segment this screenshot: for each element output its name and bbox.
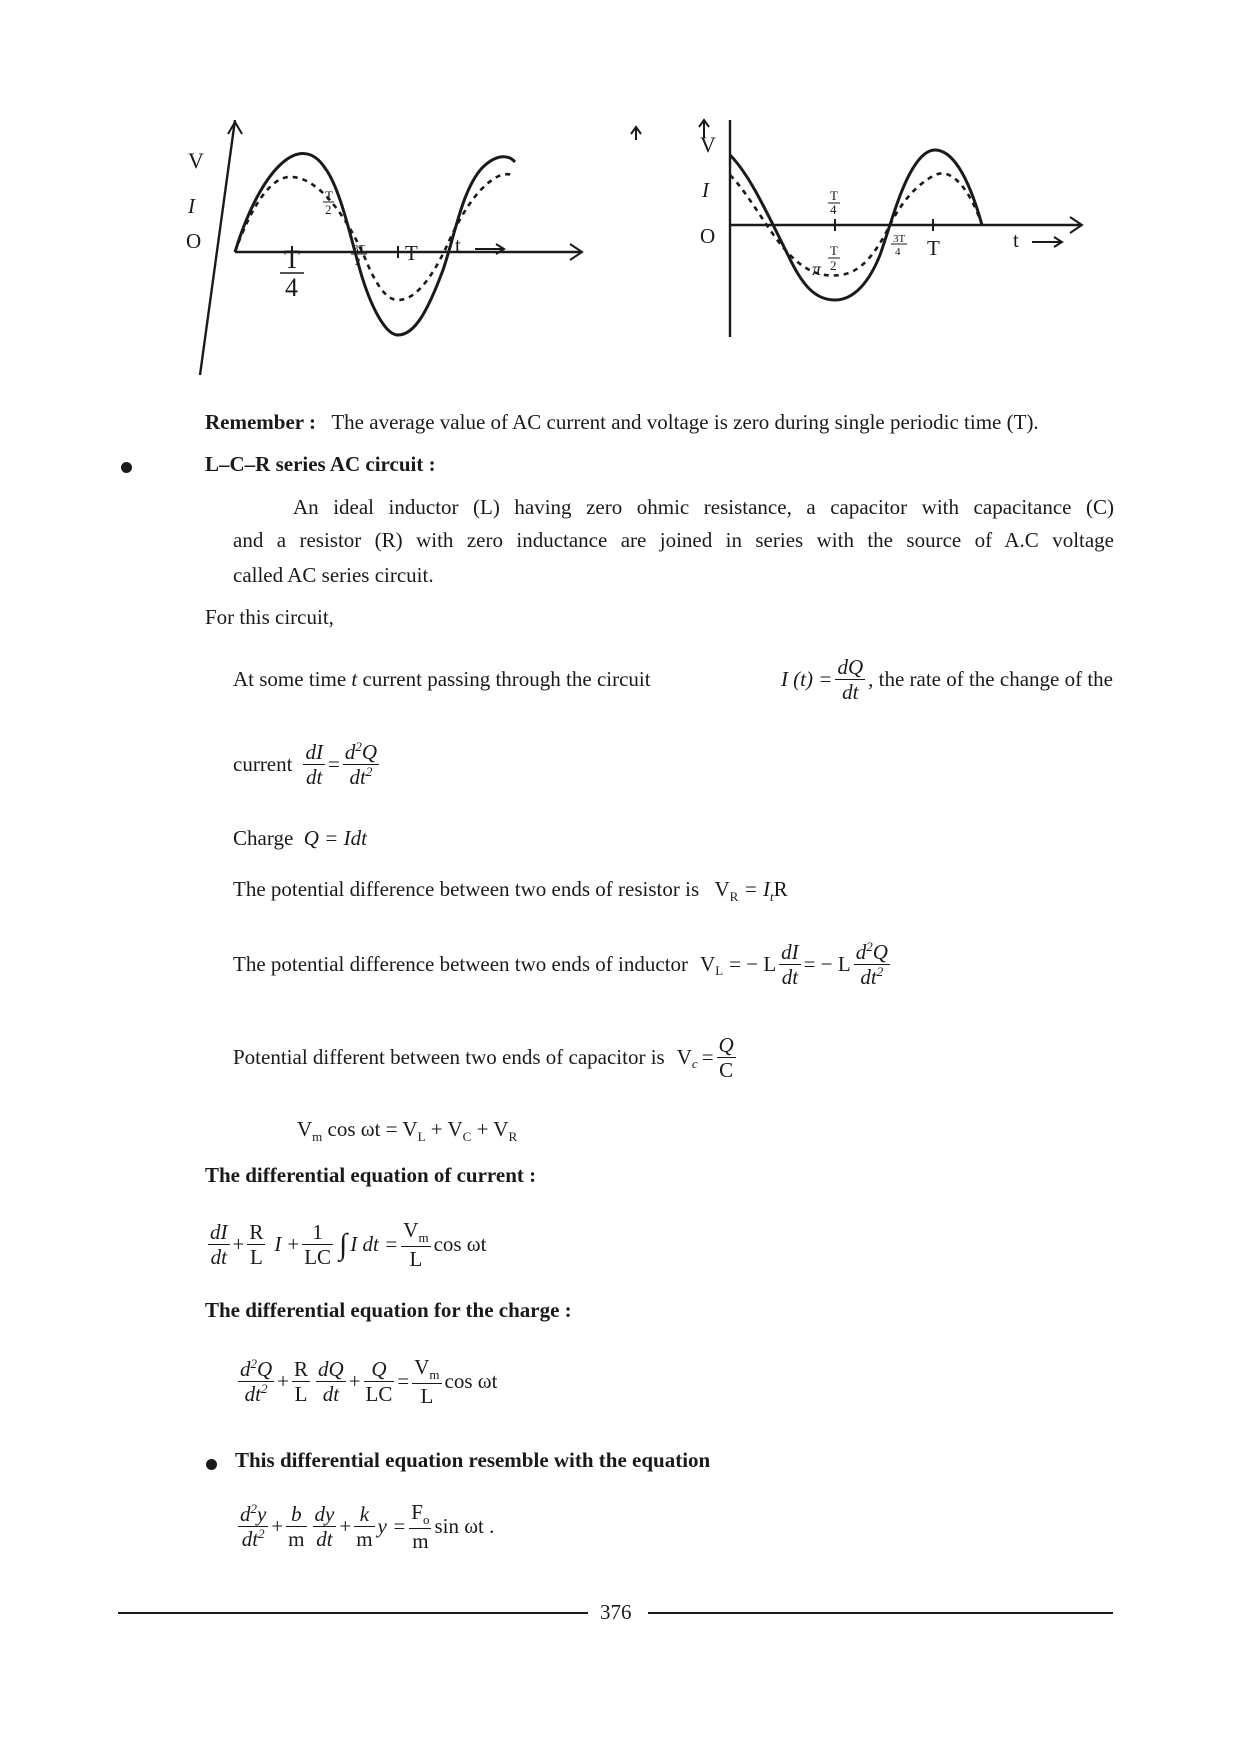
graph-right-i-label: I bbox=[702, 178, 709, 202]
graph-right-time-label: t bbox=[1013, 228, 1019, 252]
graph-left-t4-den: 4 bbox=[285, 273, 298, 302]
graph-left-v-label: V bbox=[188, 148, 204, 173]
eq-inductor-frac2: $\frac{d^2Q}{dt^2}$ bbox=[855, 939, 888, 990]
graph-right-v-arrow bbox=[696, 118, 712, 140]
diff-current-heading: The differential equation of current : bbox=[205, 1163, 537, 1187]
lcr-heading: L–C–R series AC circuit : bbox=[205, 452, 436, 476]
eq-charge-line bbox=[233, 826, 367, 851]
graph-right-t2-den: 2 bbox=[830, 258, 837, 273]
eq-kvl-line: $V_m$ $\cos \omega t = V_L + V_C + V_R$ bbox=[297, 1117, 518, 1145]
graph-right-pi-label: π bbox=[812, 259, 822, 279]
graph-right-origin-label: O bbox=[700, 224, 716, 248]
lcr-para-line1: An ideal inductor (L) having zero ohmic resistance, a capacitor with capacitance (C) bbox=[293, 495, 1114, 519]
lcr-para-line3: called AC series circuit. bbox=[233, 563, 434, 587]
graph-right bbox=[690, 115, 1100, 380]
remember-label: Remember : bbox=[205, 410, 316, 434]
graph-right-t4-den: 4 bbox=[830, 202, 837, 217]
eq-capacitor-frac: $\frac{Q}{C}$ bbox=[718, 1033, 734, 1083]
eq-capacitor-line: Potential different between two ends of capacitor is V $_c$ = $\frac{Q}{C}$ bbox=[233, 1033, 734, 1083]
graph-left-t-label: T bbox=[405, 241, 418, 265]
eq-current-frac: $\frac{dQ}{dt}$ bbox=[837, 655, 864, 705]
remember-text: The average value of AC current and voltage is zero during single periodic time (T). bbox=[331, 410, 1039, 434]
graph-left-t2-den: 2 bbox=[325, 202, 332, 217]
graph-left-t4-num: T bbox=[284, 245, 300, 274]
diff-charge-eq: $\frac{d^2Q}{dt^2}$ + $\frac{R}{L}$ $\frac{dQ}{dt}$ + $\frac{Q}{LC}$ = $\frac{V_m}{L}$ cos ωt bbox=[240, 1355, 498, 1409]
page-number: 376 bbox=[600, 1600, 632, 1624]
eq-rate-frac1: $\frac{dI}{dt}$ bbox=[305, 740, 323, 790]
eq-current-tail: , the rate of the change of the bbox=[868, 667, 1113, 692]
graph-left-t2-num: T bbox=[325, 188, 333, 203]
eq-inductor-lead: The potential difference between two ends of inductor bbox=[233, 952, 689, 977]
graph-right-t2-num: T bbox=[830, 243, 838, 258]
graph-left-3t2-den: 2 bbox=[355, 256, 361, 268]
graph-right-3t4-num: 3T bbox=[893, 233, 906, 245]
eq-resistor-lead: The potential difference between two ends of resistor is bbox=[233, 877, 700, 901]
lcr-para-line2: and a resistor (R) with zero inductance are joined in series with the source of A.C voltage bbox=[233, 528, 1114, 552]
footer-rule-left bbox=[118, 1612, 588, 1614]
eq-resistor-line: The potential difference between two ends of resistor is $V_R = I_tR$ bbox=[233, 877, 788, 905]
diff-charge-heading: The differential equation for the charge : bbox=[205, 1298, 572, 1322]
eq-current-lead: At some time bbox=[233, 667, 347, 692]
graph-left-origin-label: O bbox=[186, 229, 202, 253]
eq-current-mid: current passing through the circuit bbox=[362, 667, 651, 692]
eq-current-t: t bbox=[351, 667, 358, 692]
graph-right-v-label: V bbox=[700, 132, 716, 157]
eq-current-line bbox=[233, 655, 1113, 704]
eq-rate-line bbox=[233, 740, 382, 789]
eq-charge-lead: Charge bbox=[233, 826, 294, 850]
eq-rate-frac2: $\frac{d^2Q}{dt^2}$ bbox=[344, 739, 377, 790]
eq-capacitor-lead: Potential different between two ends of capacitor is bbox=[233, 1045, 665, 1070]
graph-right-t4-num: T bbox=[830, 188, 838, 203]
eq-inductor-line: The potential difference between two ends of inductor V $_L$ = − L $\frac{dI}{dt}$ = − L $\frac{d^2Q}{dt^2}$ bbox=[233, 939, 888, 990]
graph-left-vertical-axis bbox=[200, 120, 235, 375]
graph-left-3t2-num: 3T bbox=[353, 243, 366, 255]
eq-inductor-frac1: $\frac{dI}{dt}$ bbox=[781, 940, 799, 990]
resemble-heading: This differential equation resemble with the equation bbox=[235, 1448, 711, 1472]
for-circuit: For this circuit, bbox=[205, 605, 334, 629]
remember-line bbox=[205, 412, 1039, 433]
eq-charge-expr: Q = Idt bbox=[303, 826, 367, 850]
graph-right-t-label: T bbox=[927, 236, 940, 260]
eq-rate-eq: = bbox=[327, 752, 340, 777]
lcr-bullet bbox=[121, 462, 132, 473]
resemble-bullet bbox=[206, 1459, 217, 1470]
diff-current-eq: $\frac{dI}{dt}$ + $\frac{R}{L}$ I + $\frac{1}{LC}$ ∫ I dt = $\frac{V_m}{L}$ cos ωt bbox=[210, 1218, 487, 1272]
eq-rate-lead: current bbox=[233, 752, 293, 777]
graph-right-3t4-den: 4 bbox=[895, 246, 901, 258]
graph-left-i-label: I bbox=[188, 194, 195, 218]
footer-rule-right bbox=[648, 1612, 1113, 1614]
graph-left-current-curve bbox=[235, 174, 512, 300]
eq-current-lhs: I (t) = bbox=[780, 667, 833, 692]
graph-left bbox=[186, 120, 600, 380]
graph-left-time-label: t bbox=[455, 233, 461, 257]
resemble-eq: $\frac{d^2y}{dt^2}$ + $\frac{b}{m}$ $\frac{dy}{dt}$ + $\frac{k}{m}$ y = $\frac{F_o}{m}$ sin ωt . bbox=[240, 1500, 495, 1554]
